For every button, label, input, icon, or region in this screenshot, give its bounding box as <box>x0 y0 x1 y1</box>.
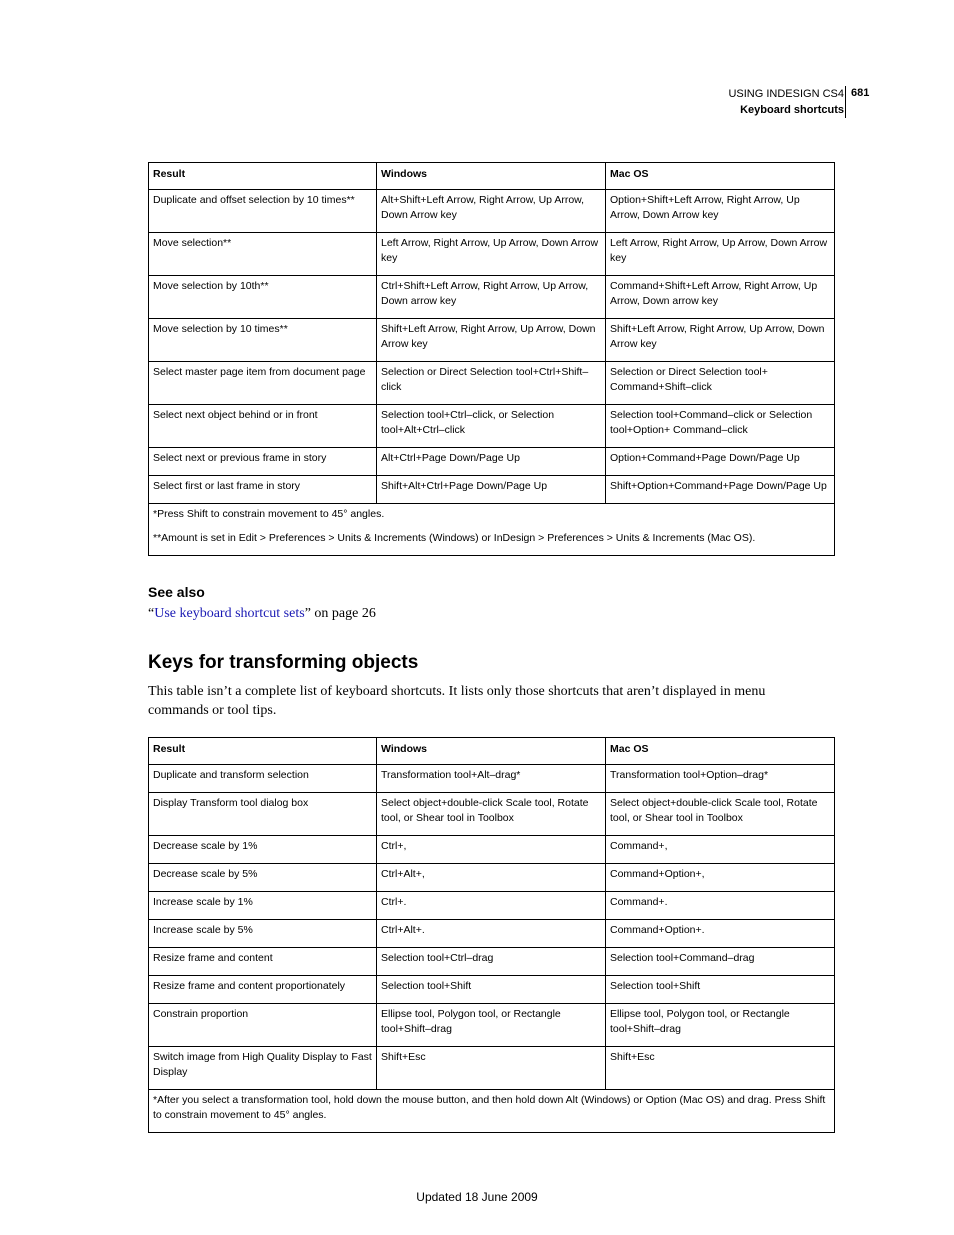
table-cell: Shift+Esc <box>606 1047 835 1090</box>
table-cell: Ellipse tool, Polygon tool, or Rectangle tool+Shift–drag <box>377 1004 606 1047</box>
table-row <box>149 1004 835 1047</box>
table-note: *Press Shift to constrain movement to 45° angles. <box>153 508 385 520</box>
table-cell: Resize frame and content <box>149 948 377 976</box>
table-cell: Ellipse tool, Polygon tool, or Rectangle tool+Shift–drag <box>606 1004 835 1047</box>
see-also-reference <box>148 606 376 622</box>
table-row <box>149 190 835 233</box>
table-cell: Command+Option+. <box>606 920 835 948</box>
table-row <box>149 864 835 892</box>
open-quote: “ <box>148 606 155 621</box>
table-cell: Selection tool+Command–click or Selection tool+Option+ Command–click <box>606 405 835 448</box>
table-row <box>149 948 835 976</box>
table-row <box>149 976 835 1004</box>
table-cell: Selection tool+Command–drag <box>606 948 835 976</box>
table-row <box>149 405 835 448</box>
table-cell: Increase scale by 5% <box>149 920 377 948</box>
table-notes <box>149 1090 835 1133</box>
table-row <box>149 920 835 948</box>
table-cell: Move selection** <box>149 233 377 276</box>
table-header-row <box>149 738 835 765</box>
table-cell: Duplicate and offset selection by 10 times** <box>149 190 377 233</box>
column-header: Mac OS <box>606 738 835 765</box>
column-header: Result <box>149 163 377 190</box>
page-number: 681 <box>851 87 870 99</box>
table-cell: Move selection by 10th** <box>149 276 377 319</box>
table-cell: Command+, <box>606 836 835 864</box>
table-row <box>149 362 835 405</box>
page-footer: Updated 18 June 2009 <box>416 1190 538 1204</box>
table-row <box>149 765 835 793</box>
column-header: Result <box>149 738 377 765</box>
table-cell: Alt+Shift+Left Arrow, Right Arrow, Up Arrow, Down Arrow key <box>377 190 606 233</box>
table-cell: Shift+Alt+Ctrl+Page Down/Page Up <box>377 476 606 504</box>
section-heading: Keys for transforming objects <box>148 652 419 673</box>
table-cell: Ctrl+, <box>377 836 606 864</box>
table-cell: Left Arrow, Right Arrow, Up Arrow, Down Arrow key <box>377 233 606 276</box>
table-cell: Command+Shift+Left Arrow, Right Arrow, Up Arrow, Down arrow key <box>606 276 835 319</box>
table-cell: Duplicate and transform selection <box>149 765 377 793</box>
table-cell: Selection tool+Ctrl–click, or Selection tool+Alt+Ctrl–click <box>377 405 606 448</box>
table-cell: Shift+Left Arrow, Right Arrow, Up Arrow, Down Arrow key <box>377 319 606 362</box>
table-notes <box>149 504 835 556</box>
running-header <box>728 86 844 118</box>
table-cell: Select next object behind or in front <box>149 405 377 448</box>
table-cell: Selection or Direct Selection tool+ Command+Shift–click <box>606 362 835 405</box>
table-row <box>149 319 835 362</box>
table-cell: Command+Option+, <box>606 864 835 892</box>
column-header: Mac OS <box>606 163 835 190</box>
shortcut-table-selection <box>148 162 835 556</box>
table-row <box>149 793 835 836</box>
table-cell: Display Transform tool dialog box <box>149 793 377 836</box>
shortcut-table-transform <box>148 737 835 1133</box>
table-cell: Constrain proportion <box>149 1004 377 1047</box>
table-cell: Select first or last frame in story <box>149 476 377 504</box>
table-cell: Select object+double-click Scale tool, Rotate tool, or Shear tool in Toolbox <box>606 793 835 836</box>
column-header: Windows <box>377 738 606 765</box>
table-row <box>149 836 835 864</box>
keyboard-shortcut-sets-link[interactable]: Use keyboard shortcut sets <box>154 606 305 621</box>
table-note: *After you select a transformation tool, hold down the mouse button, and then hold down Alt (Windows) or Option (Mac OS) and drag. Press Shift to constrain movement to 45° angles. <box>153 1094 826 1121</box>
table-cell: Increase scale by 1% <box>149 892 377 920</box>
see-also-heading: See also <box>148 584 205 600</box>
table-cell: Shift+Esc <box>377 1047 606 1090</box>
page-reference: ” on page 26 <box>304 606 376 621</box>
book-title: USING INDESIGN CS4 <box>728 88 844 100</box>
table-cell: Option+Shift+Left Arrow, Right Arrow, Up Arrow, Down Arrow key <box>606 190 835 233</box>
table-notes-row <box>149 504 835 556</box>
table-row <box>149 892 835 920</box>
table-cell: Switch image from High Quality Display to Fast Display <box>149 1047 377 1090</box>
table-cell: Ctrl+. <box>377 892 606 920</box>
table-row <box>149 276 835 319</box>
table-cell: Shift+Option+Command+Page Down/Page Up <box>606 476 835 504</box>
table-cell: Decrease scale by 5% <box>149 864 377 892</box>
section-intro: This table isn’t a complete list of keyboard shortcuts. It lists only those shortcuts that aren’t displayed in menu commands or tool tips. <box>148 684 766 718</box>
table-row <box>149 1047 835 1090</box>
table-cell: Resize frame and content proportionately <box>149 976 377 1004</box>
table-cell: Selection or Direct Selection tool+Ctrl+Shift–click <box>377 362 606 405</box>
table-cell: Ctrl+Shift+Left Arrow, Right Arrow, Up Arrow, Down arrow key <box>377 276 606 319</box>
table-header-row <box>149 163 835 190</box>
table-note: **Amount is set in Edit > Preferences > Units & Increments (Windows) or InDesign > Preferences > Units & Increments (Mac OS). <box>153 532 756 544</box>
table-cell: Left Arrow, Right Arrow, Up Arrow, Down Arrow key <box>606 233 835 276</box>
table-cell: Select master page item from document page <box>149 362 377 405</box>
table-cell: Alt+Ctrl+Page Down/Page Up <box>377 448 606 476</box>
table-row <box>149 233 835 276</box>
table-cell: Selection tool+Shift <box>377 976 606 1004</box>
table-cell: Select next or previous frame in story <box>149 448 377 476</box>
table-cell: Transformation tool+Alt–drag* <box>377 765 606 793</box>
table-cell: Shift+Left Arrow, Right Arrow, Up Arrow, Down Arrow key <box>606 319 835 362</box>
table-cell: Move selection by 10 times** <box>149 319 377 362</box>
table-cell: Option+Command+Page Down/Page Up <box>606 448 835 476</box>
table-cell: Ctrl+Alt+. <box>377 920 606 948</box>
column-header: Windows <box>377 163 606 190</box>
table-row <box>149 476 835 504</box>
table-cell: Ctrl+Alt+, <box>377 864 606 892</box>
table-cell: Command+. <box>606 892 835 920</box>
table-cell: Selection tool+Ctrl–drag <box>377 948 606 976</box>
section-title: Keyboard shortcuts <box>740 104 844 116</box>
table-row <box>149 448 835 476</box>
header-divider <box>845 86 846 118</box>
table-cell: Decrease scale by 1% <box>149 836 377 864</box>
table-cell: Selection tool+Shift <box>606 976 835 1004</box>
table-notes-row <box>149 1090 835 1133</box>
table-cell: Select object+double-click Scale tool, Rotate tool, or Shear tool in Toolbox <box>377 793 606 836</box>
table-cell: Transformation tool+Option–drag* <box>606 765 835 793</box>
